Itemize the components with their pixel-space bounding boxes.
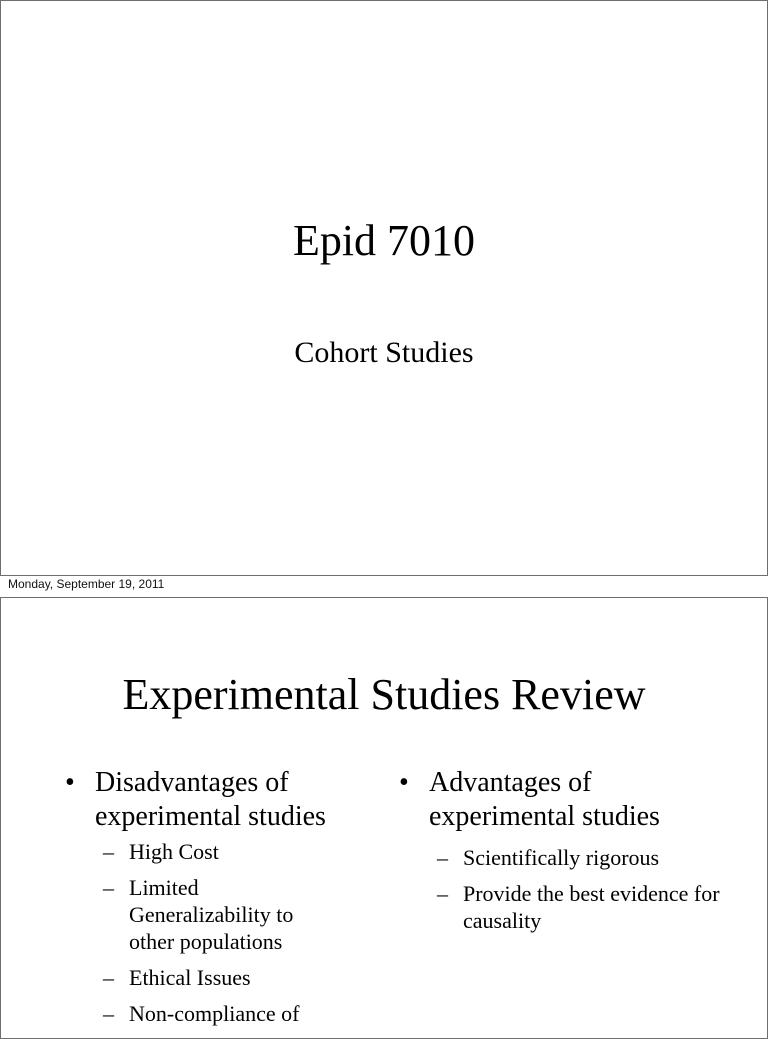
sub-item-text: Provide the best evidence for causality	[463, 881, 720, 933]
dash-marker: –	[103, 839, 114, 864]
date-caption: Monday, September 19, 2011	[8, 577, 165, 591]
sub-list	[63, 838, 363, 1027]
disadvantages-column	[63, 766, 363, 1036]
dash-marker: –	[437, 845, 448, 870]
slide-subtitle: Cohort Studies	[294, 336, 474, 369]
dash-marker: –	[103, 875, 114, 900]
sub-item	[397, 880, 737, 934]
sub-item	[63, 1000, 363, 1027]
bullet-item	[63, 766, 363, 834]
bullet-dot: •	[65, 767, 75, 798]
dash-marker: –	[103, 1001, 114, 1026]
slide-title: Epid 7010	[292, 216, 476, 265]
dash-marker: –	[103, 965, 114, 990]
sub-item-text: Limited Generalizability to other populations	[129, 875, 294, 954]
sub-item	[397, 844, 737, 871]
sub-item-text: Non-compliance of	[129, 1001, 300, 1026]
bullet-text: Disadvantages of experimental studies	[95, 767, 326, 832]
sub-item-text: High Cost	[129, 839, 219, 864]
sub-item-text: Scientifically rigorous	[463, 845, 660, 870]
slide-2	[0, 597, 768, 1039]
bullet-dot: •	[399, 767, 409, 798]
bullet-item	[397, 766, 737, 834]
sub-item	[63, 964, 363, 991]
sub-list	[397, 844, 737, 934]
sub-item	[63, 838, 363, 865]
advantages-column	[397, 766, 737, 943]
dash-marker: –	[437, 881, 448, 906]
sub-item	[63, 874, 329, 955]
sub-item-text: Ethical Issues	[129, 965, 251, 990]
bullet-text: Advantages of experimental studies	[429, 767, 660, 832]
slide-title: Experimental Studies Review	[122, 670, 646, 719]
